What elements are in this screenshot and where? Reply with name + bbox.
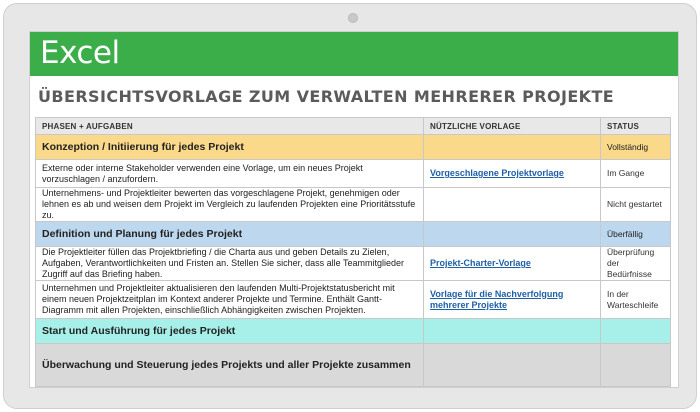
status-cell[interactable]: Überfällig bbox=[601, 222, 671, 247]
page-title: ÜBERSICHTSVORLAGE ZUM VERWALTEN MEHRERER PROJEKTE bbox=[38, 87, 615, 106]
template-cell[interactable] bbox=[424, 160, 601, 188]
task-row bbox=[36, 247, 671, 281]
phase-row-konzeption bbox=[36, 135, 671, 160]
template-cell[interactable] bbox=[424, 135, 601, 160]
screen bbox=[29, 31, 679, 388]
task-row bbox=[36, 160, 671, 188]
camera-dot bbox=[348, 13, 358, 23]
app-title: Excel bbox=[40, 35, 120, 71]
status-cell[interactable]: Überprüfung der Bedürfnisse bbox=[601, 247, 671, 281]
template-link-multi-project-tracking[interactable]: Vorlage für die Nachverfolgung mehrerer Projekte bbox=[430, 288, 564, 310]
phase-cell[interactable]: Start und Ausführung für jedes Projekt bbox=[36, 319, 424, 344]
template-cell[interactable] bbox=[424, 222, 601, 247]
task-cell[interactable]: Die Projektleiter füllen das Projektbriefing / die Charta aus und geben Details zu Zielen, Aufgaben, Verantwortlichkeiten und Fristen an. Stellen Sie sicher, dass alle Teammitglieder Zugriff auf das Briefing haben. bbox=[36, 247, 424, 281]
excel-banner bbox=[30, 32, 679, 76]
device-frame bbox=[3, 3, 697, 409]
status-cell[interactable] bbox=[601, 344, 671, 387]
template-link-project-charter[interactable]: Projekt-Charter-Vorlage bbox=[430, 258, 531, 268]
phase-row-start bbox=[36, 319, 671, 344]
template-cell[interactable] bbox=[424, 281, 601, 319]
task-row bbox=[36, 281, 671, 319]
task-cell[interactable]: Unternehmen und Projektleiter aktualisieren den laufenden Multi-Projektstatusbericht mit einem neuen Projektzeitplan im Kontext anderer Projekte und Termine. Enthält Gantt-Diagramm mit allen Projekten, einschließlich Abhängigkeiten zwischen Projekten. bbox=[36, 281, 424, 319]
template-cell[interactable] bbox=[424, 344, 601, 387]
project-overview-table bbox=[35, 117, 671, 387]
header-phases-tasks[interactable]: PHASEN + AUFGABEN bbox=[36, 118, 424, 135]
status-cell[interactable]: Vollständig bbox=[601, 135, 671, 160]
task-row bbox=[36, 188, 671, 222]
status-cell[interactable]: Im Gange bbox=[601, 160, 671, 188]
template-cell[interactable] bbox=[424, 319, 601, 344]
header-status[interactable]: STATUS bbox=[601, 118, 671, 135]
template-link-proposed-project[interactable]: Vorgeschlagene Projektvorlage bbox=[430, 168, 564, 178]
table-header-row bbox=[36, 118, 671, 135]
task-cell[interactable]: Externe oder interne Stakeholder verwenden eine Vorlage, um ein neues Projekt vorzuschlagen / anzufordern. bbox=[36, 160, 424, 188]
status-cell[interactable]: Nicht gestartet bbox=[601, 188, 671, 222]
template-cell[interactable] bbox=[424, 188, 601, 222]
task-cell[interactable]: Unternehmens- und Projektleiter bewerten das vorgeschlagene Projekt, genehmigen oder lehnen es ab und weisen dem Projekt im Vergleich zu laufenden Projekten eine Prioritätsstufe zu. bbox=[36, 188, 424, 222]
status-cell[interactable] bbox=[601, 319, 671, 344]
status-cell[interactable]: In der Warteschleife bbox=[601, 281, 671, 319]
phase-cell[interactable]: Konzeption / Initiierung für jedes Projekt bbox=[36, 135, 424, 160]
phase-row-definition bbox=[36, 222, 671, 247]
phase-cell[interactable]: Definition und Planung für jedes Projekt bbox=[36, 222, 424, 247]
phase-cell[interactable]: Überwachung und Steuerung jedes Projekts und aller Projekte zusammen bbox=[36, 344, 424, 387]
template-cell[interactable] bbox=[424, 247, 601, 281]
header-useful-template[interactable]: NÜTZLICHE VORLAGE bbox=[424, 118, 601, 135]
phase-row-ueberwachung bbox=[36, 344, 671, 387]
